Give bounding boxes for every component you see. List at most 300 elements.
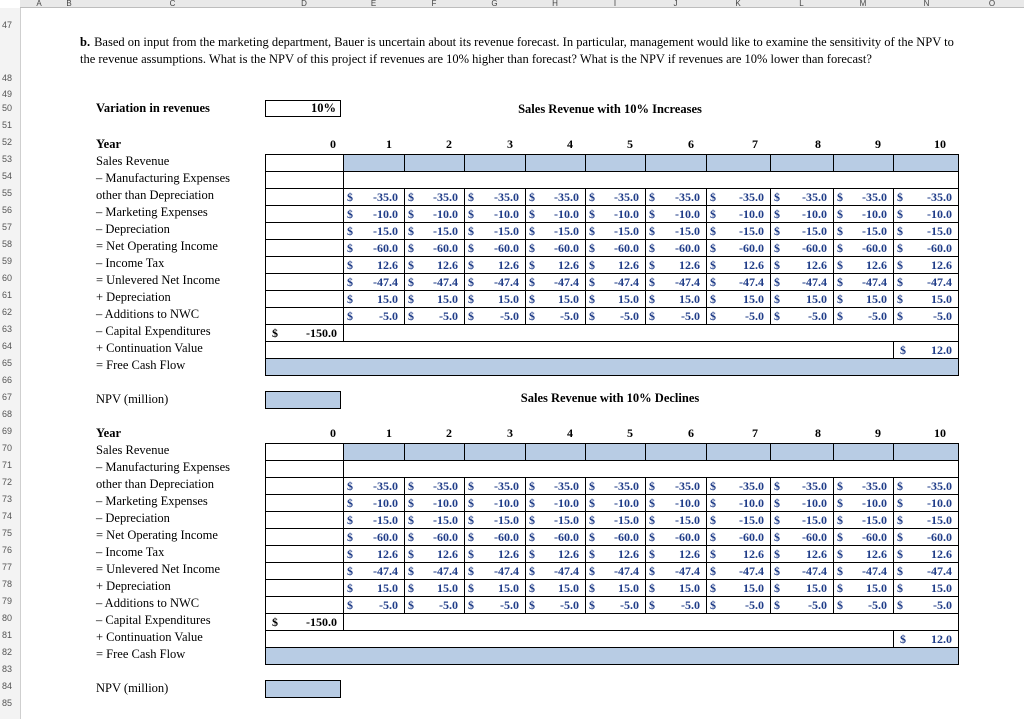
line-adddep-cell-6[interactable] <box>645 579 707 597</box>
line-adddep-cell-7[interactable] <box>706 579 771 597</box>
line-noi-cell-2[interactable] <box>404 239 465 257</box>
line-noi-cell-8[interactable] <box>770 239 834 257</box>
line-nwc-cell-4[interactable] <box>525 596 586 614</box>
line-mfg-cell-0[interactable] <box>265 477 344 495</box>
row-header-60[interactable]: 60 <box>2 273 13 283</box>
row-header-81[interactable]: 81 <box>2 630 13 640</box>
npv-input[interactable] <box>265 680 341 698</box>
line-dep-cell-3[interactable] <box>464 511 526 529</box>
line-mfg-cell-5[interactable] <box>585 477 646 495</box>
column-header-c[interactable]: C <box>80 0 266 8</box>
year-header-10: 10 <box>934 426 946 440</box>
line-noi-cell-9[interactable] <box>833 528 894 546</box>
row-header-76[interactable]: 76 <box>2 545 13 555</box>
line-mfg-value: -35.0 <box>614 190 639 204</box>
row-header-80[interactable]: 80 <box>2 613 13 623</box>
line-mfg-cell-6[interactable] <box>645 477 707 495</box>
line-nwc-cell-3[interactable] <box>464 596 526 614</box>
line-dep-cell-4[interactable] <box>525 511 586 529</box>
column-header-f[interactable]: F <box>404 0 465 8</box>
sales-revenue-cell-8[interactable] <box>770 443 834 461</box>
line-noi-value: -60.0 <box>494 530 519 544</box>
line-tax-cell-3[interactable] <box>464 545 526 563</box>
line-noi-cell-7[interactable] <box>706 528 771 546</box>
currency-symbol: $ <box>589 309 595 323</box>
line-mfg-cell-8[interactable] <box>770 188 834 206</box>
row-label-7: – Income Tax <box>96 545 165 559</box>
line-dep-value: -15.0 <box>494 224 519 238</box>
row-header-47[interactable]: 47 <box>2 20 13 30</box>
sales-revenue-cell-4[interactable] <box>525 154 586 172</box>
line-mfg-cell-7[interactable] <box>706 477 771 495</box>
line-mkt-cell-6[interactable] <box>645 205 707 223</box>
sales-revenue-cell-0[interactable] <box>265 443 344 461</box>
capex-row-band[interactable] <box>343 324 959 342</box>
line-nwc-cell-1[interactable] <box>343 307 405 325</box>
sales-revenue-cell-1[interactable] <box>343 154 405 172</box>
line-mkt-cell-10[interactable] <box>893 205 959 223</box>
line-nwc-cell-1[interactable] <box>343 596 405 614</box>
line-adddep-cell-10[interactable] <box>893 290 959 308</box>
line-adddep-cell-7[interactable] <box>706 290 771 308</box>
line-mfg-cell-2[interactable] <box>404 188 465 206</box>
column-header-b[interactable]: B <box>58 0 81 8</box>
line-mfg-cell-3[interactable] <box>464 188 526 206</box>
currency-symbol: $ <box>897 292 903 306</box>
line-uni-cell-4[interactable] <box>525 273 586 291</box>
line-noi-value: -60.0 <box>554 241 579 255</box>
row-header-66[interactable]: 66 <box>2 375 13 385</box>
line-uni-cell-10[interactable] <box>893 273 959 291</box>
line-uni-cell-0[interactable] <box>265 273 344 291</box>
line-mkt-cell-7[interactable] <box>706 494 771 512</box>
line-uni-cell-2[interactable] <box>404 273 465 291</box>
line-uni-cell-8[interactable] <box>770 273 834 291</box>
line-mfg-cell-9[interactable] <box>833 188 894 206</box>
line-mfg-value: -35.0 <box>554 479 579 493</box>
sales-revenue-cell-4[interactable] <box>525 443 586 461</box>
line-mkt-cell-3[interactable] <box>464 494 526 512</box>
line-mkt-cell-9[interactable] <box>833 205 894 223</box>
line-uni-cell-6[interactable] <box>645 273 707 291</box>
question-text <box>80 34 960 68</box>
line-dep-cell-6[interactable] <box>645 222 707 240</box>
row-header-52[interactable]: 52 <box>2 137 13 147</box>
line-mfg-cell-6[interactable] <box>645 188 707 206</box>
line-dep-cell-10[interactable] <box>893 222 959 240</box>
line-tax-cell-10[interactable] <box>893 256 959 274</box>
capex-cell-0[interactable] <box>265 324 344 342</box>
sales-revenue-cell-2[interactable] <box>404 443 465 461</box>
line-mfg-cell-10[interactable] <box>893 477 959 495</box>
line-tax-cell-8[interactable] <box>770 545 834 563</box>
line-dep-cell-3[interactable] <box>464 222 526 240</box>
line-mfg-cell-3[interactable] <box>464 477 526 495</box>
row-header-57[interactable]: 57 <box>2 222 13 232</box>
continuation-row-band[interactable] <box>265 630 894 648</box>
line-adddep-cell-4[interactable] <box>525 290 586 308</box>
line-nwc-cell-8[interactable] <box>770 307 834 325</box>
line-mkt-cell-9[interactable] <box>833 494 894 512</box>
line-mkt-cell-6[interactable] <box>645 494 707 512</box>
row-label-12: + Continuation Value <box>96 341 203 355</box>
line-mkt-cell-4[interactable] <box>525 494 586 512</box>
line-dep-cell-0[interactable] <box>265 511 344 529</box>
line-nwc-cell-2[interactable] <box>404 307 465 325</box>
line-noi-cell-5[interactable] <box>585 239 646 257</box>
line-tax-value: 12.6 <box>558 258 579 272</box>
line-uni-cell-10[interactable] <box>893 562 959 580</box>
row-header-62[interactable]: 62 <box>2 307 13 317</box>
row-header-70[interactable]: 70 <box>2 443 13 453</box>
line-uni-cell-9[interactable] <box>833 273 894 291</box>
row-header-68[interactable]: 68 <box>2 409 13 419</box>
row-header-64[interactable]: 64 <box>2 341 13 351</box>
line-dep-cell-5[interactable] <box>585 511 646 529</box>
line-uni-cell-1[interactable] <box>343 273 405 291</box>
line-mfg-cell-1[interactable] <box>343 477 405 495</box>
line-adddep-cell-0[interactable] <box>265 290 344 308</box>
line-nwc-cell-6[interactable] <box>645 307 707 325</box>
row-header-55[interactable]: 55 <box>2 188 13 198</box>
row-header-83[interactable]: 83 <box>2 664 13 674</box>
line-dep-cell-7[interactable] <box>706 222 771 240</box>
line-nwc-cell-10[interactable] <box>893 596 959 614</box>
line-noi-cell-3[interactable] <box>464 239 526 257</box>
row-label-1: Sales Revenue <box>96 154 170 168</box>
line-nwc-cell-6[interactable] <box>645 596 707 614</box>
line-mkt-cell-2[interactable] <box>404 205 465 223</box>
line-tax-cell-9[interactable] <box>833 256 894 274</box>
column-header-l[interactable]: L <box>770 0 834 8</box>
row-header-69[interactable]: 69 <box>2 426 13 436</box>
line-mkt-cell-7[interactable] <box>706 205 771 223</box>
line-dep-cell-7[interactable] <box>706 511 771 529</box>
line-adddep-cell-10[interactable] <box>893 579 959 597</box>
sales-revenue-cell-5[interactable] <box>585 154 646 172</box>
row-header-53[interactable]: 53 <box>2 154 13 164</box>
line-uni-cell-5[interactable] <box>585 562 646 580</box>
row-header-49[interactable]: 49 <box>2 89 13 99</box>
line-adddep-cell-8[interactable] <box>770 290 834 308</box>
line-uni-cell-2[interactable] <box>404 562 465 580</box>
row-header-79[interactable]: 79 <box>2 596 13 606</box>
line-tax-cell-6[interactable] <box>645 256 707 274</box>
line-nwc-cell-0[interactable] <box>265 307 344 325</box>
year-header-0: 0 <box>330 137 336 151</box>
line-tax-cell-6[interactable] <box>645 545 707 563</box>
row-header-71[interactable]: 71 <box>2 460 13 470</box>
sales-revenue-cell-3[interactable] <box>464 443 526 461</box>
line-adddep-cell-9[interactable] <box>833 579 894 597</box>
line-tax-value: 12.6 <box>437 547 458 561</box>
line-dep-cell-9[interactable] <box>833 511 894 529</box>
line-tax-cell-5[interactable] <box>585 256 646 274</box>
line-noi-cell-0[interactable] <box>265 239 344 257</box>
line-uni-cell-3[interactable] <box>464 273 526 291</box>
currency-symbol: $ <box>774 496 780 510</box>
currency-symbol: $ <box>897 496 903 510</box>
line-adddep-cell-5[interactable] <box>585 290 646 308</box>
line-uni-cell-4[interactable] <box>525 562 586 580</box>
sales-revenue-cell-9[interactable] <box>833 443 894 461</box>
line-mkt-cell-2[interactable] <box>404 494 465 512</box>
line-tax-cell-0[interactable] <box>265 256 344 274</box>
line-nwc-cell-2[interactable] <box>404 596 465 614</box>
line-tax-cell-1[interactable] <box>343 256 405 274</box>
row-header-59[interactable]: 59 <box>2 256 13 266</box>
line-mfg-cell-4[interactable] <box>525 477 586 495</box>
line-noi-cell-5[interactable] <box>585 528 646 546</box>
line-mkt-cell-3[interactable] <box>464 205 526 223</box>
capex-cell-0[interactable] <box>265 613 344 631</box>
line-adddep-cell-4[interactable] <box>525 579 586 597</box>
line-tax-cell-8[interactable] <box>770 256 834 274</box>
column-header-i[interactable]: I <box>585 0 646 8</box>
column-header-m[interactable]: M <box>833 0 894 8</box>
line-adddep-value: 15.0 <box>679 581 700 595</box>
line-adddep-cell-0[interactable] <box>265 579 344 597</box>
line-mkt-cell-1[interactable] <box>343 205 405 223</box>
sales-revenue-cell-5[interactable] <box>585 443 646 461</box>
line-noi-cell-1[interactable] <box>343 528 405 546</box>
line-dep-cell-2[interactable] <box>404 222 465 240</box>
line-noi-cell-6[interactable] <box>645 239 707 257</box>
line-adddep-cell-1[interactable] <box>343 579 405 597</box>
row-header-61[interactable]: 61 <box>2 290 13 300</box>
sales-revenue-cell-3[interactable] <box>464 154 526 172</box>
row-header-78[interactable]: 78 <box>2 579 13 589</box>
line-uni-cell-1[interactable] <box>343 562 405 580</box>
row-header-74[interactable]: 74 <box>2 511 13 521</box>
line-noi-cell-9[interactable] <box>833 239 894 257</box>
column-header-e[interactable]: E <box>343 0 405 8</box>
line-tax-cell-3[interactable] <box>464 256 526 274</box>
line-mfg-cell-9[interactable] <box>833 477 894 495</box>
row-header-84[interactable]: 84 <box>2 681 13 691</box>
line-nwc-cell-10[interactable] <box>893 307 959 325</box>
column-header-a[interactable]: A <box>20 0 59 8</box>
line-nwc-cell-4[interactable] <box>525 307 586 325</box>
row-header-85[interactable]: 85 <box>2 698 13 708</box>
continuation-row-band[interactable] <box>265 341 894 359</box>
sales-revenue-cell-2[interactable] <box>404 154 465 172</box>
line-adddep-cell-1[interactable] <box>343 290 405 308</box>
line-nwc-value: -5.0 <box>868 309 887 323</box>
sales-revenue-cell-6[interactable] <box>645 443 707 461</box>
line-noi-cell-1[interactable] <box>343 239 405 257</box>
line-mkt-cell-0[interactable] <box>265 205 344 223</box>
row-header-77[interactable]: 77 <box>2 562 13 572</box>
line-tax-cell-0[interactable] <box>265 545 344 563</box>
currency-symbol: $ <box>529 241 535 255</box>
line-nwc-cell-7[interactable] <box>706 307 771 325</box>
row-header-65[interactable]: 65 <box>2 358 13 368</box>
line-uni-cell-6[interactable] <box>645 562 707 580</box>
line-mfg-cell-5[interactable] <box>585 188 646 206</box>
line-noi-cell-2[interactable] <box>404 528 465 546</box>
line-mkt-cell-8[interactable] <box>770 205 834 223</box>
line-dep-cell-1[interactable] <box>343 222 405 240</box>
line-noi-cell-8[interactable] <box>770 528 834 546</box>
line-nwc-cell-3[interactable] <box>464 307 526 325</box>
line-tax-cell-4[interactable] <box>525 256 586 274</box>
line-adddep-cell-6[interactable] <box>645 290 707 308</box>
line-uni-cell-3[interactable] <box>464 562 526 580</box>
column-header-d[interactable]: D <box>265 0 344 8</box>
line-noi-cell-4[interactable] <box>525 239 586 257</box>
line-mkt-cell-0[interactable] <box>265 494 344 512</box>
sales-revenue-cell-10[interactable] <box>893 443 959 461</box>
line-tax-cell-9[interactable] <box>833 545 894 563</box>
line-noi-cell-10[interactable] <box>893 528 959 546</box>
line-dep-cell-10[interactable] <box>893 511 959 529</box>
line-tax-cell-1[interactable] <box>343 545 405 563</box>
column-header-n[interactable]: N <box>893 0 961 8</box>
line-mkt-cell-5[interactable] <box>585 205 646 223</box>
column-header-g[interactable]: G <box>464 0 526 8</box>
line-uni-cell-7[interactable] <box>706 562 771 580</box>
sales-revenue-cell-8[interactable] <box>770 154 834 172</box>
row-header-54[interactable]: 54 <box>2 171 13 181</box>
fcf-row-band[interactable] <box>265 358 959 376</box>
line-uni-cell-5[interactable] <box>585 273 646 291</box>
sales-revenue-cell-6[interactable] <box>645 154 707 172</box>
row-header-73[interactable]: 73 <box>2 494 13 504</box>
line-tax-cell-5[interactable] <box>585 545 646 563</box>
line-noi-cell-6[interactable] <box>645 528 707 546</box>
row-header-63[interactable]: 63 <box>2 324 13 334</box>
line-mfg-cell-1[interactable] <box>343 188 405 206</box>
continuation-value: 12.0 <box>931 632 952 646</box>
line-adddep-value: 15.0 <box>377 292 398 306</box>
row-header-72[interactable]: 72 <box>2 477 13 487</box>
line-mfg-cell-2[interactable] <box>404 477 465 495</box>
npv-input[interactable] <box>265 391 341 409</box>
fcf-row-band[interactable] <box>265 647 959 665</box>
line-tax-cell-2[interactable] <box>404 256 465 274</box>
line-noi-cell-10[interactable] <box>893 239 959 257</box>
line-mfg-cell-7[interactable] <box>706 188 771 206</box>
sales-revenue-cell-7[interactable] <box>706 443 771 461</box>
line-dep-cell-0[interactable] <box>265 222 344 240</box>
line-tax-cell-7[interactable] <box>706 545 771 563</box>
line-mfg-value: -35.0 <box>554 190 579 204</box>
line-mkt-cell-5[interactable] <box>585 494 646 512</box>
line-nwc-cell-9[interactable] <box>833 596 894 614</box>
capex-row-band[interactable] <box>343 613 959 631</box>
line-noi-cell-0[interactable] <box>265 528 344 546</box>
continuation-cell-10[interactable] <box>893 630 959 648</box>
line-tax-cell-4[interactable] <box>525 545 586 563</box>
line-mkt-cell-4[interactable] <box>525 205 586 223</box>
currency-symbol: $ <box>347 241 353 255</box>
line-dep-cell-8[interactable] <box>770 222 834 240</box>
line-tax-value: 12.6 <box>806 547 827 561</box>
line-dep-cell-2[interactable] <box>404 511 465 529</box>
line-tax-cell-2[interactable] <box>404 545 465 563</box>
line-tax-cell-10[interactable] <box>893 545 959 563</box>
line-adddep-value: 15.0 <box>377 581 398 595</box>
line-mkt-cell-10[interactable] <box>893 494 959 512</box>
line-adddep-cell-2[interactable] <box>404 579 465 597</box>
line-dep-cell-5[interactable] <box>585 222 646 240</box>
row-label-10: – Additions to NWC <box>96 307 200 321</box>
line-nwc-cell-8[interactable] <box>770 596 834 614</box>
line-mfg-cell-10[interactable] <box>893 188 959 206</box>
sales-revenue-cell-1[interactable] <box>343 443 405 461</box>
line-adddep-cell-3[interactable] <box>464 290 526 308</box>
row-header-51[interactable]: 51 <box>2 120 13 130</box>
line-nwc-cell-7[interactable] <box>706 596 771 614</box>
line-uni-cell-7[interactable] <box>706 273 771 291</box>
line-dep-value: -15.0 <box>739 513 764 527</box>
line-adddep-cell-5[interactable] <box>585 579 646 597</box>
column-header-j[interactable]: J <box>645 0 707 8</box>
row-header-75[interactable]: 75 <box>2 528 13 538</box>
line-nwc-cell-9[interactable] <box>833 307 894 325</box>
column-header-h[interactable]: H <box>525 0 586 8</box>
line-mfg-cell-4[interactable] <box>525 188 586 206</box>
continuation-cell-10[interactable] <box>893 341 959 359</box>
row-header-58[interactable]: 58 <box>2 239 13 249</box>
line-adddep-cell-9[interactable] <box>833 290 894 308</box>
line-dep-cell-9[interactable] <box>833 222 894 240</box>
line-mkt-value: -10.0 <box>927 207 952 221</box>
sales-revenue-cell-10[interactable] <box>893 154 959 172</box>
line-uni-cell-8[interactable] <box>770 562 834 580</box>
line-uni-cell-9[interactable] <box>833 562 894 580</box>
line-uni-cell-0[interactable] <box>265 562 344 580</box>
line-nwc-cell-0[interactable] <box>265 596 344 614</box>
line-dep-cell-6[interactable] <box>645 511 707 529</box>
row-header-50[interactable]: 50 <box>2 103 13 113</box>
line-nwc-cell-5[interactable] <box>585 596 646 614</box>
line-dep-cell-8[interactable] <box>770 511 834 529</box>
line-adddep-cell-3[interactable] <box>464 579 526 597</box>
line-nwc-cell-5[interactable] <box>585 307 646 325</box>
column-header-k[interactable]: K <box>706 0 771 8</box>
row-header-48[interactable]: 48 <box>2 73 13 83</box>
sales-revenue-cell-0[interactable] <box>265 154 344 172</box>
row-header-56[interactable]: 56 <box>2 205 13 215</box>
line-adddep-cell-8[interactable] <box>770 579 834 597</box>
line-mkt-cell-1[interactable] <box>343 494 405 512</box>
currency-symbol: $ <box>774 581 780 595</box>
line-noi-cell-7[interactable] <box>706 239 771 257</box>
line-noi-cell-4[interactable] <box>525 528 586 546</box>
line-noi-cell-3[interactable] <box>464 528 526 546</box>
sales-revenue-cell-9[interactable] <box>833 154 894 172</box>
line-uni-value: -47.4 <box>802 564 827 578</box>
sales-revenue-cell-7[interactable] <box>706 154 771 172</box>
currency-symbol: $ <box>837 241 843 255</box>
line-mfg-cell-8[interactable] <box>770 477 834 495</box>
row-header-82[interactable]: 82 <box>2 647 13 657</box>
line-adddep-cell-2[interactable] <box>404 290 465 308</box>
line-mkt-cell-8[interactable] <box>770 494 834 512</box>
currency-symbol: $ <box>897 581 903 595</box>
row-header-67[interactable]: 67 <box>2 392 13 402</box>
line-dep-cell-1[interactable] <box>343 511 405 529</box>
line-tax-cell-7[interactable] <box>706 256 771 274</box>
line-noi-value: -60.0 <box>862 530 887 544</box>
line-mfg-cell-0[interactable] <box>265 188 344 206</box>
line-noi-value: -60.0 <box>614 241 639 255</box>
variation-input[interactable]: 10% <box>265 100 341 117</box>
column-header-o[interactable]: O <box>960 0 1024 8</box>
line-dep-cell-4[interactable] <box>525 222 586 240</box>
